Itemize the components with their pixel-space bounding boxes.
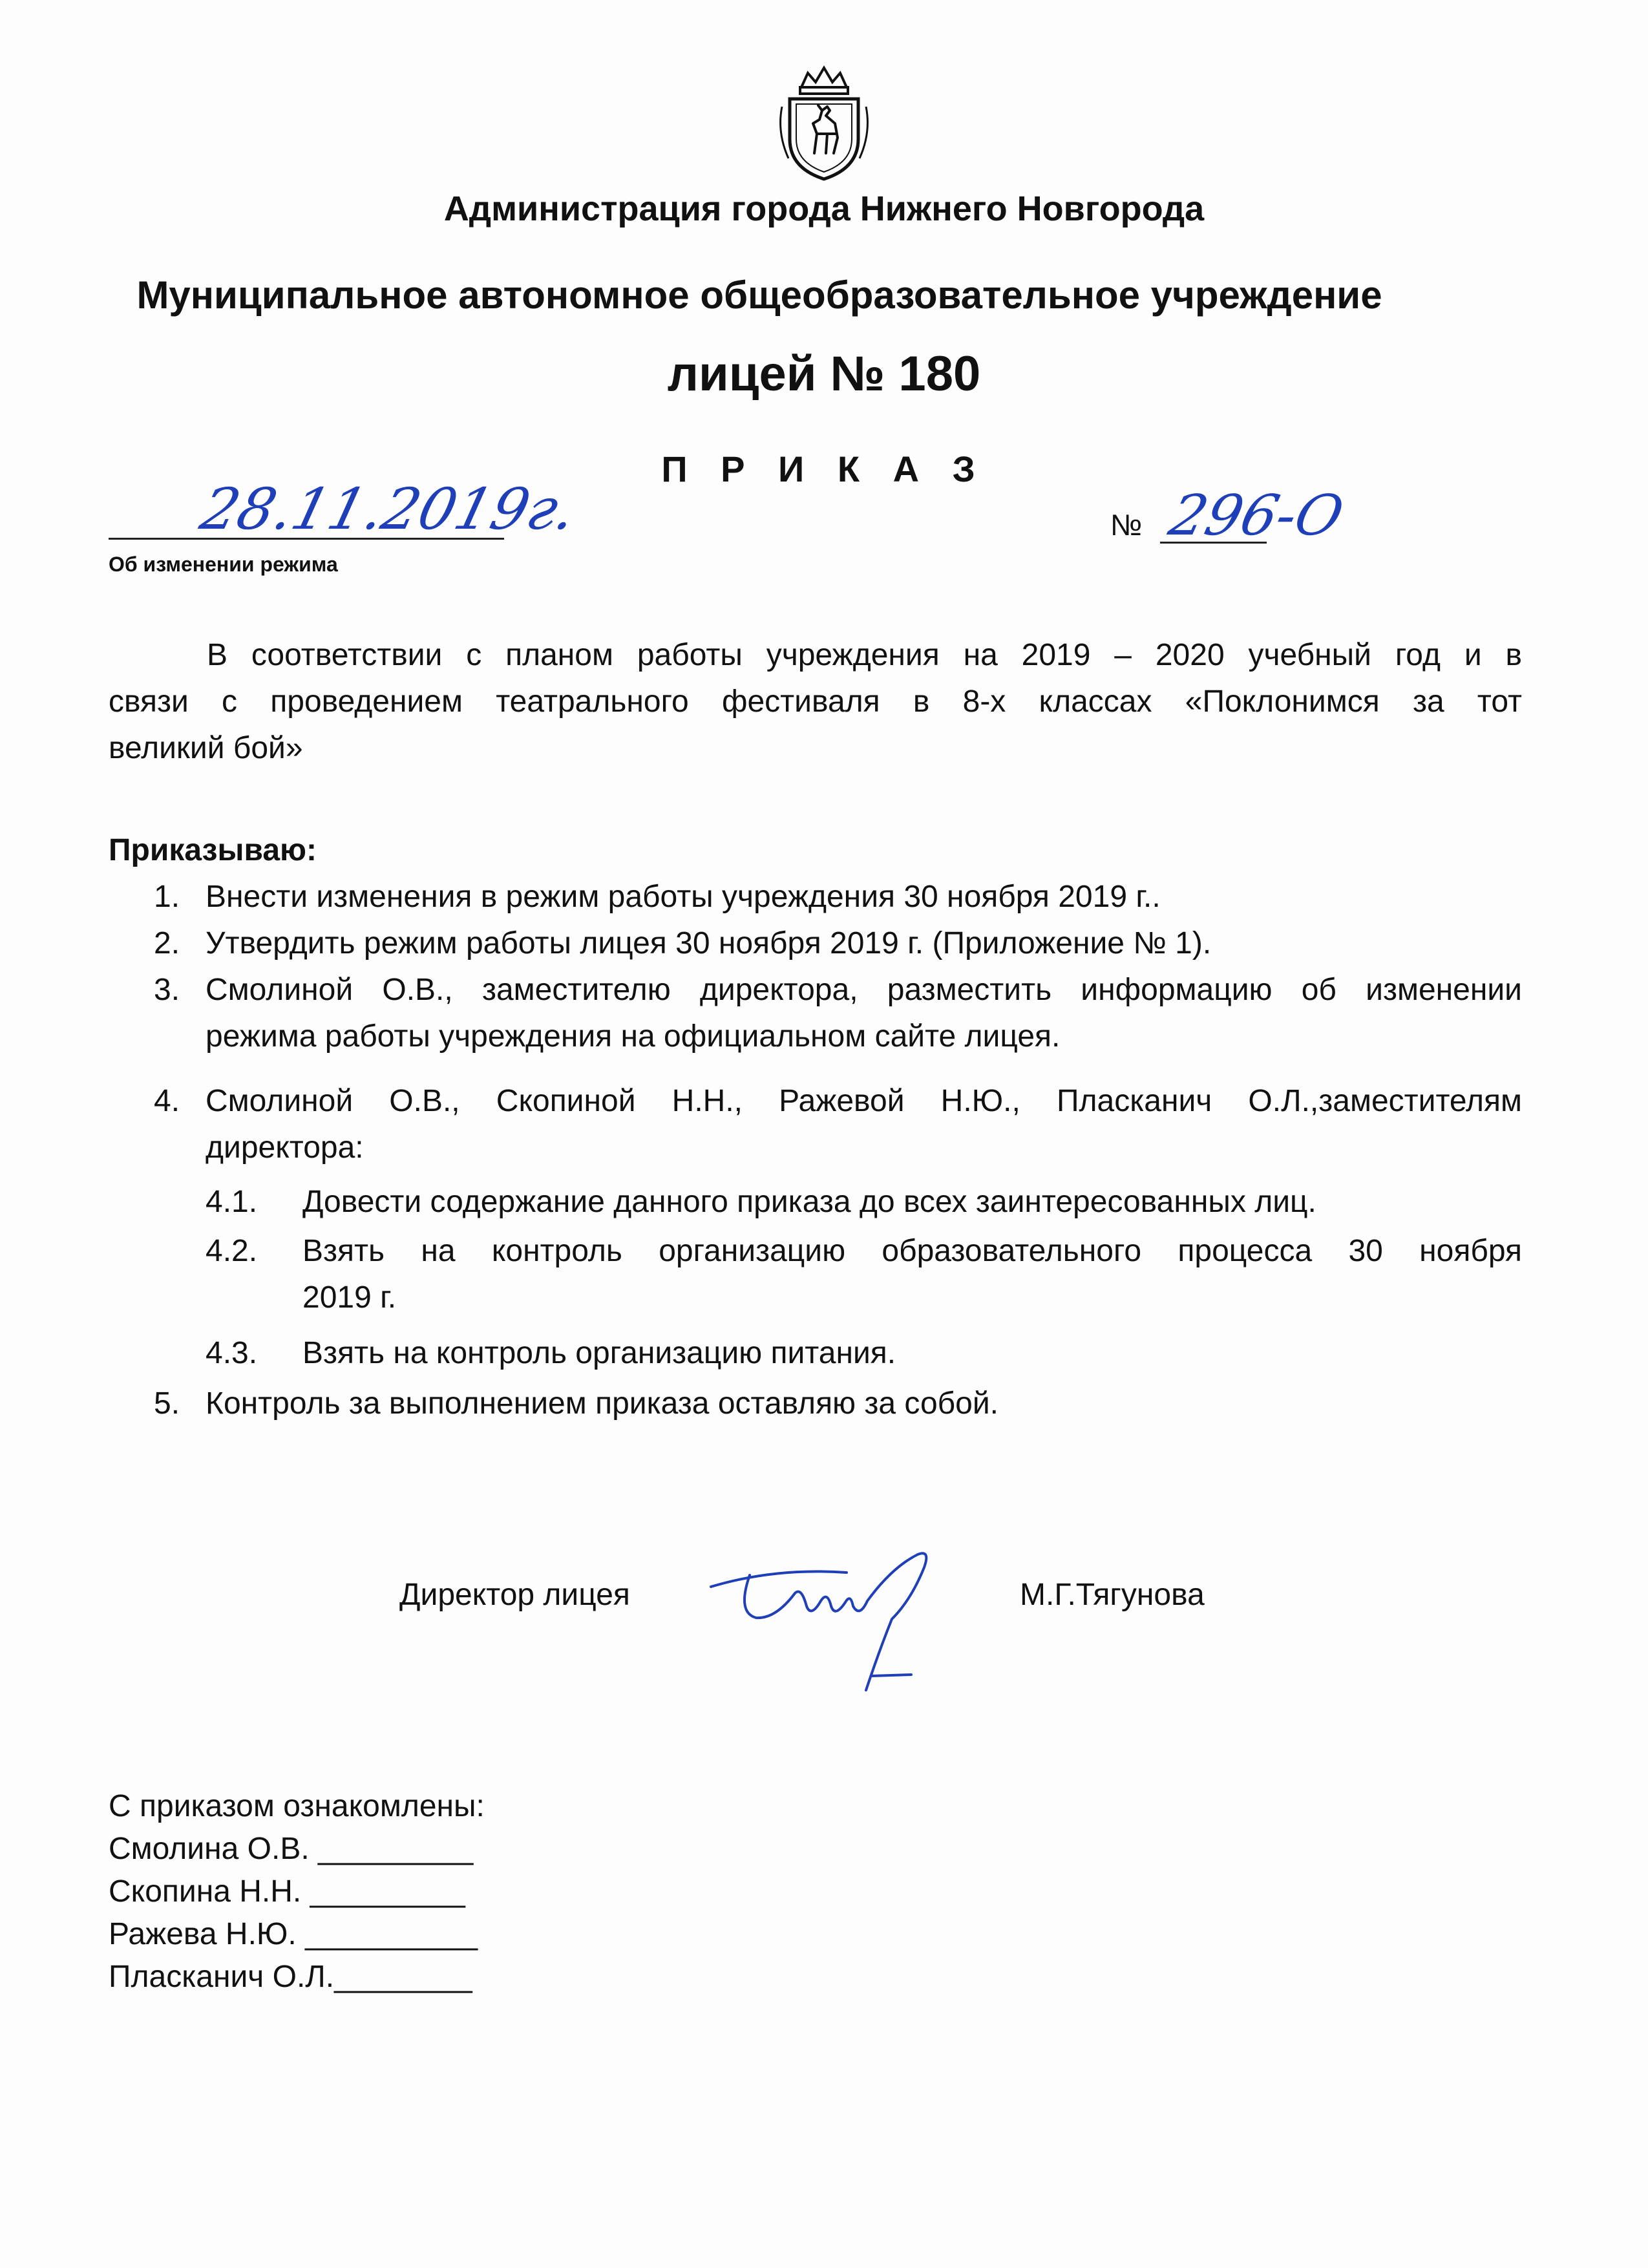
svg-text:28.11.2019г.: 28.11.2019г. [194, 476, 584, 543]
number-sign: № [1110, 508, 1143, 542]
handwritten-date [194, 467, 584, 544]
signatory-name: М.Г.Тягунова [1020, 1578, 1205, 1612]
item-number: 2. [154, 926, 180, 960]
order-item-4-line-2: директора: [206, 1130, 364, 1165]
item-number: 1. [154, 880, 180, 914]
preamble-line-2: связи с проведением театрального фестиваля в 8-х классах «Поклонимся за тот [109, 684, 1522, 719]
item-number: 5. [154, 1386, 180, 1421]
institution-title: Муниципальное автономное общеобразовательное учреждение [136, 273, 1382, 317]
order-subitem-4-2-line-1: Взять на контроль организацию образовательного процесса 30 ноября [302, 1234, 1522, 1268]
acknowledgement-person: Ражева Н.Ю. __________ [109, 1917, 478, 1951]
subitem-number: 4.3. [206, 1336, 258, 1370]
handwritten-signature [698, 1542, 976, 1710]
svg-text:296-О: 296-О [1163, 483, 1350, 548]
preamble-line-3: великий бой» [109, 731, 303, 765]
handwritten-order-number [1163, 475, 1356, 553]
order-subitem-4-3: Взять на контроль организацию питания. [302, 1336, 896, 1370]
item-number: 4. [154, 1084, 180, 1118]
order-item-5: Контроль за выполнением приказа оставляю за собой. [206, 1386, 998, 1421]
order-item-1: Внести изменения в режим работы учреждения 30 ноября 2019 г.. [206, 880, 1161, 914]
acknowledgement-person: Смолина О.В. _________ [109, 1832, 474, 1866]
signatory-position: Директор лицея [399, 1578, 630, 1612]
subitem-number: 4.2. [206, 1234, 258, 1268]
order-subitem-4-2-line-2: 2019 г. [302, 1280, 397, 1315]
order-subitem-4-1: Довести содержание данного приказа до всех заинтересованных лиц. [302, 1185, 1316, 1219]
acknowledgement-person: Скопина Н.Н. _________ [109, 1874, 465, 1909]
order-item-4-line-1: Смолиной О.В., Скопиной Н.Н., Ражевой Н.Ю., Пласканич О.Л.,заместителям [206, 1084, 1522, 1118]
subitem-number: 4.1. [206, 1185, 258, 1219]
acknowledgement-person: Пласканич О.Л.________ [109, 1960, 472, 1994]
preamble-line-1: В соответствии с планом работы учреждения на 2019 – 2020 учебный год и в [207, 638, 1522, 672]
order-heading: Приказываю: [109, 833, 317, 867]
order-subject: Об изменении режима [109, 553, 338, 576]
coat-of-arms-icon [763, 61, 885, 184]
order-item-3-line-2: режима работы учреждения на официальном сайте лицея. [206, 1019, 1061, 1054]
acknowledgement-heading: С приказом ознакомлены: [109, 1789, 485, 1823]
lyceum-title: лицей № 180 [667, 346, 981, 401]
order-item-3-line-1: Смолиной О.В., заместителю директора, разместить информацию об изменении [206, 973, 1522, 1007]
order-item-2: Утвердить режим работы лицея 30 ноября 2019 г. (Приложение № 1). [206, 926, 1212, 960]
administration-title: Администрация города Нижнего Новгорода [443, 189, 1205, 228]
document-type-title: П Р И К А З [661, 449, 987, 489]
item-number: 3. [154, 973, 180, 1007]
